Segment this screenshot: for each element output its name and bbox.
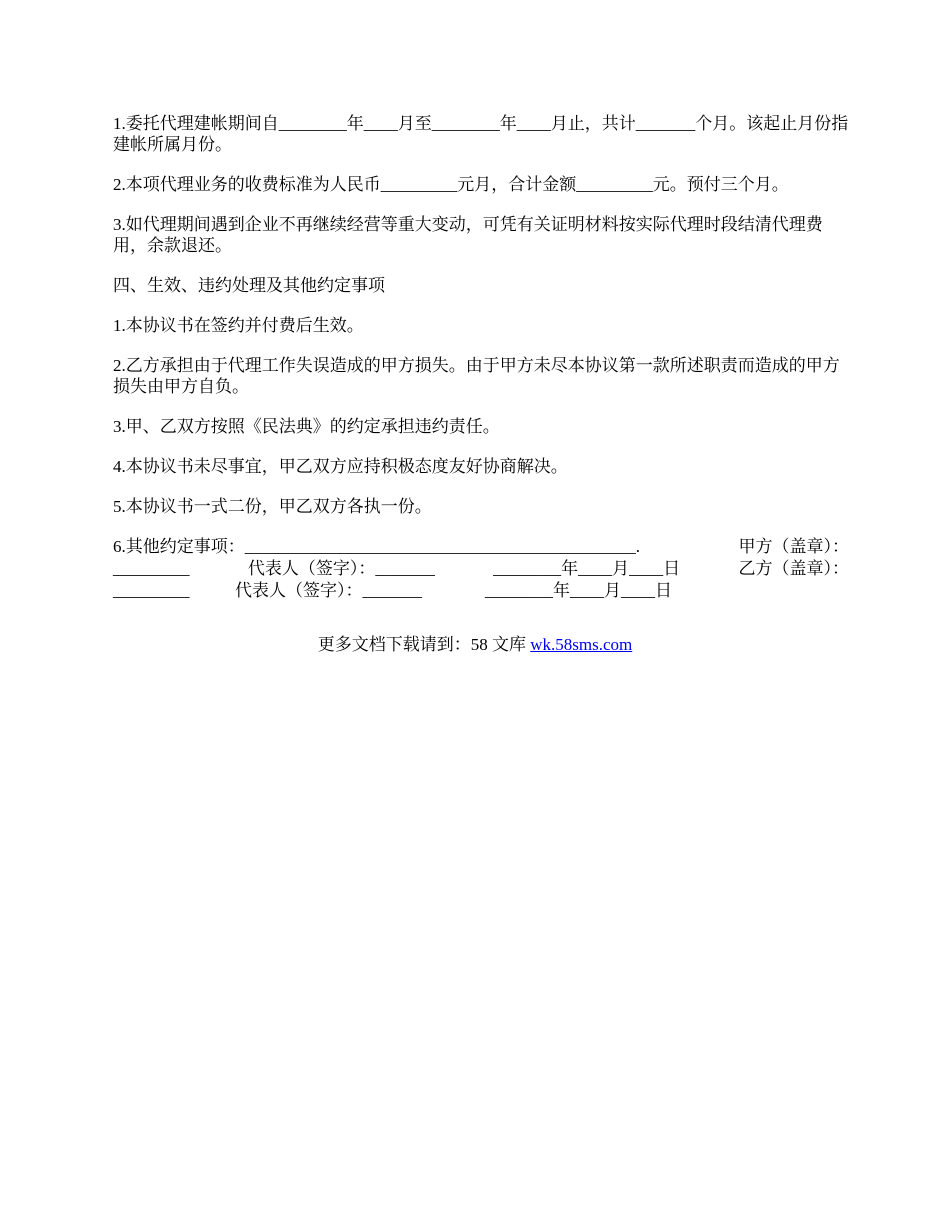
party-a-blank: _________ xyxy=(113,559,190,578)
clause-copies: 5.本协议书一式二份，甲乙双方各执一份。 xyxy=(113,497,432,516)
footer-link[interactable]: wk.58sms.com xyxy=(530,635,633,654)
footer xyxy=(0,634,950,656)
party-a-seal-label: 甲方（盖章）： xyxy=(738,537,849,556)
party-a-representative: 代表人（签字）：_______ xyxy=(247,559,435,578)
signature-line-2 xyxy=(113,558,849,580)
signature-line-1 xyxy=(113,536,849,558)
party-a-date: ________年____月____日 xyxy=(493,559,681,578)
footer-prefix: 更多文档下载请到：58 文库 xyxy=(317,635,531,654)
other-terms-field: 6.其他约定事项：______________________________________________. xyxy=(113,537,640,556)
clause-breach: 3.甲、乙双方按照《民法典》的约定承担违约责任。 xyxy=(113,417,500,436)
clause-fee: 2.本项代理业务的收费标准为人民币_________元月，合计金额_________元。预付三个月。 xyxy=(113,175,789,194)
party-b-date: ________年____月____日 xyxy=(485,581,672,600)
signature-line-3 xyxy=(113,580,849,602)
party-b-blank: _________ xyxy=(113,581,190,600)
clause-effective: 1.本协议书在签约并付费后生效。 xyxy=(113,316,364,335)
document-body xyxy=(113,113,849,602)
party-b-seal-label: 乙方（盖章）： xyxy=(738,559,849,578)
clause-negotiation: 4.本协议书未尽事宜，甲乙双方应持积极态度友好协商解决。 xyxy=(113,457,568,476)
clause-refund: 3.如代理期间遇到企业不再继续经营等重大变动，可凭有关证明材料按实际代理时段结清代理费用，余款退还。 xyxy=(113,215,823,255)
section-heading-4: 四、生效、违约处理及其他约定事项 xyxy=(113,276,385,295)
party-b-representative: 代表人（签字）：_______ xyxy=(235,581,422,600)
signature-block xyxy=(113,536,849,602)
clause-liability: 2.乙方承担由于代理工作失误造成的甲方损失。由于甲方未尽本协议第一款所述职责而造成的甲方损失由甲方自负。 xyxy=(113,356,840,396)
clause-period: 1.委托代理建帐期间自________年____月至________年____月止，共计_______个月。该起止月份指建帐所属月份。 xyxy=(113,114,849,154)
